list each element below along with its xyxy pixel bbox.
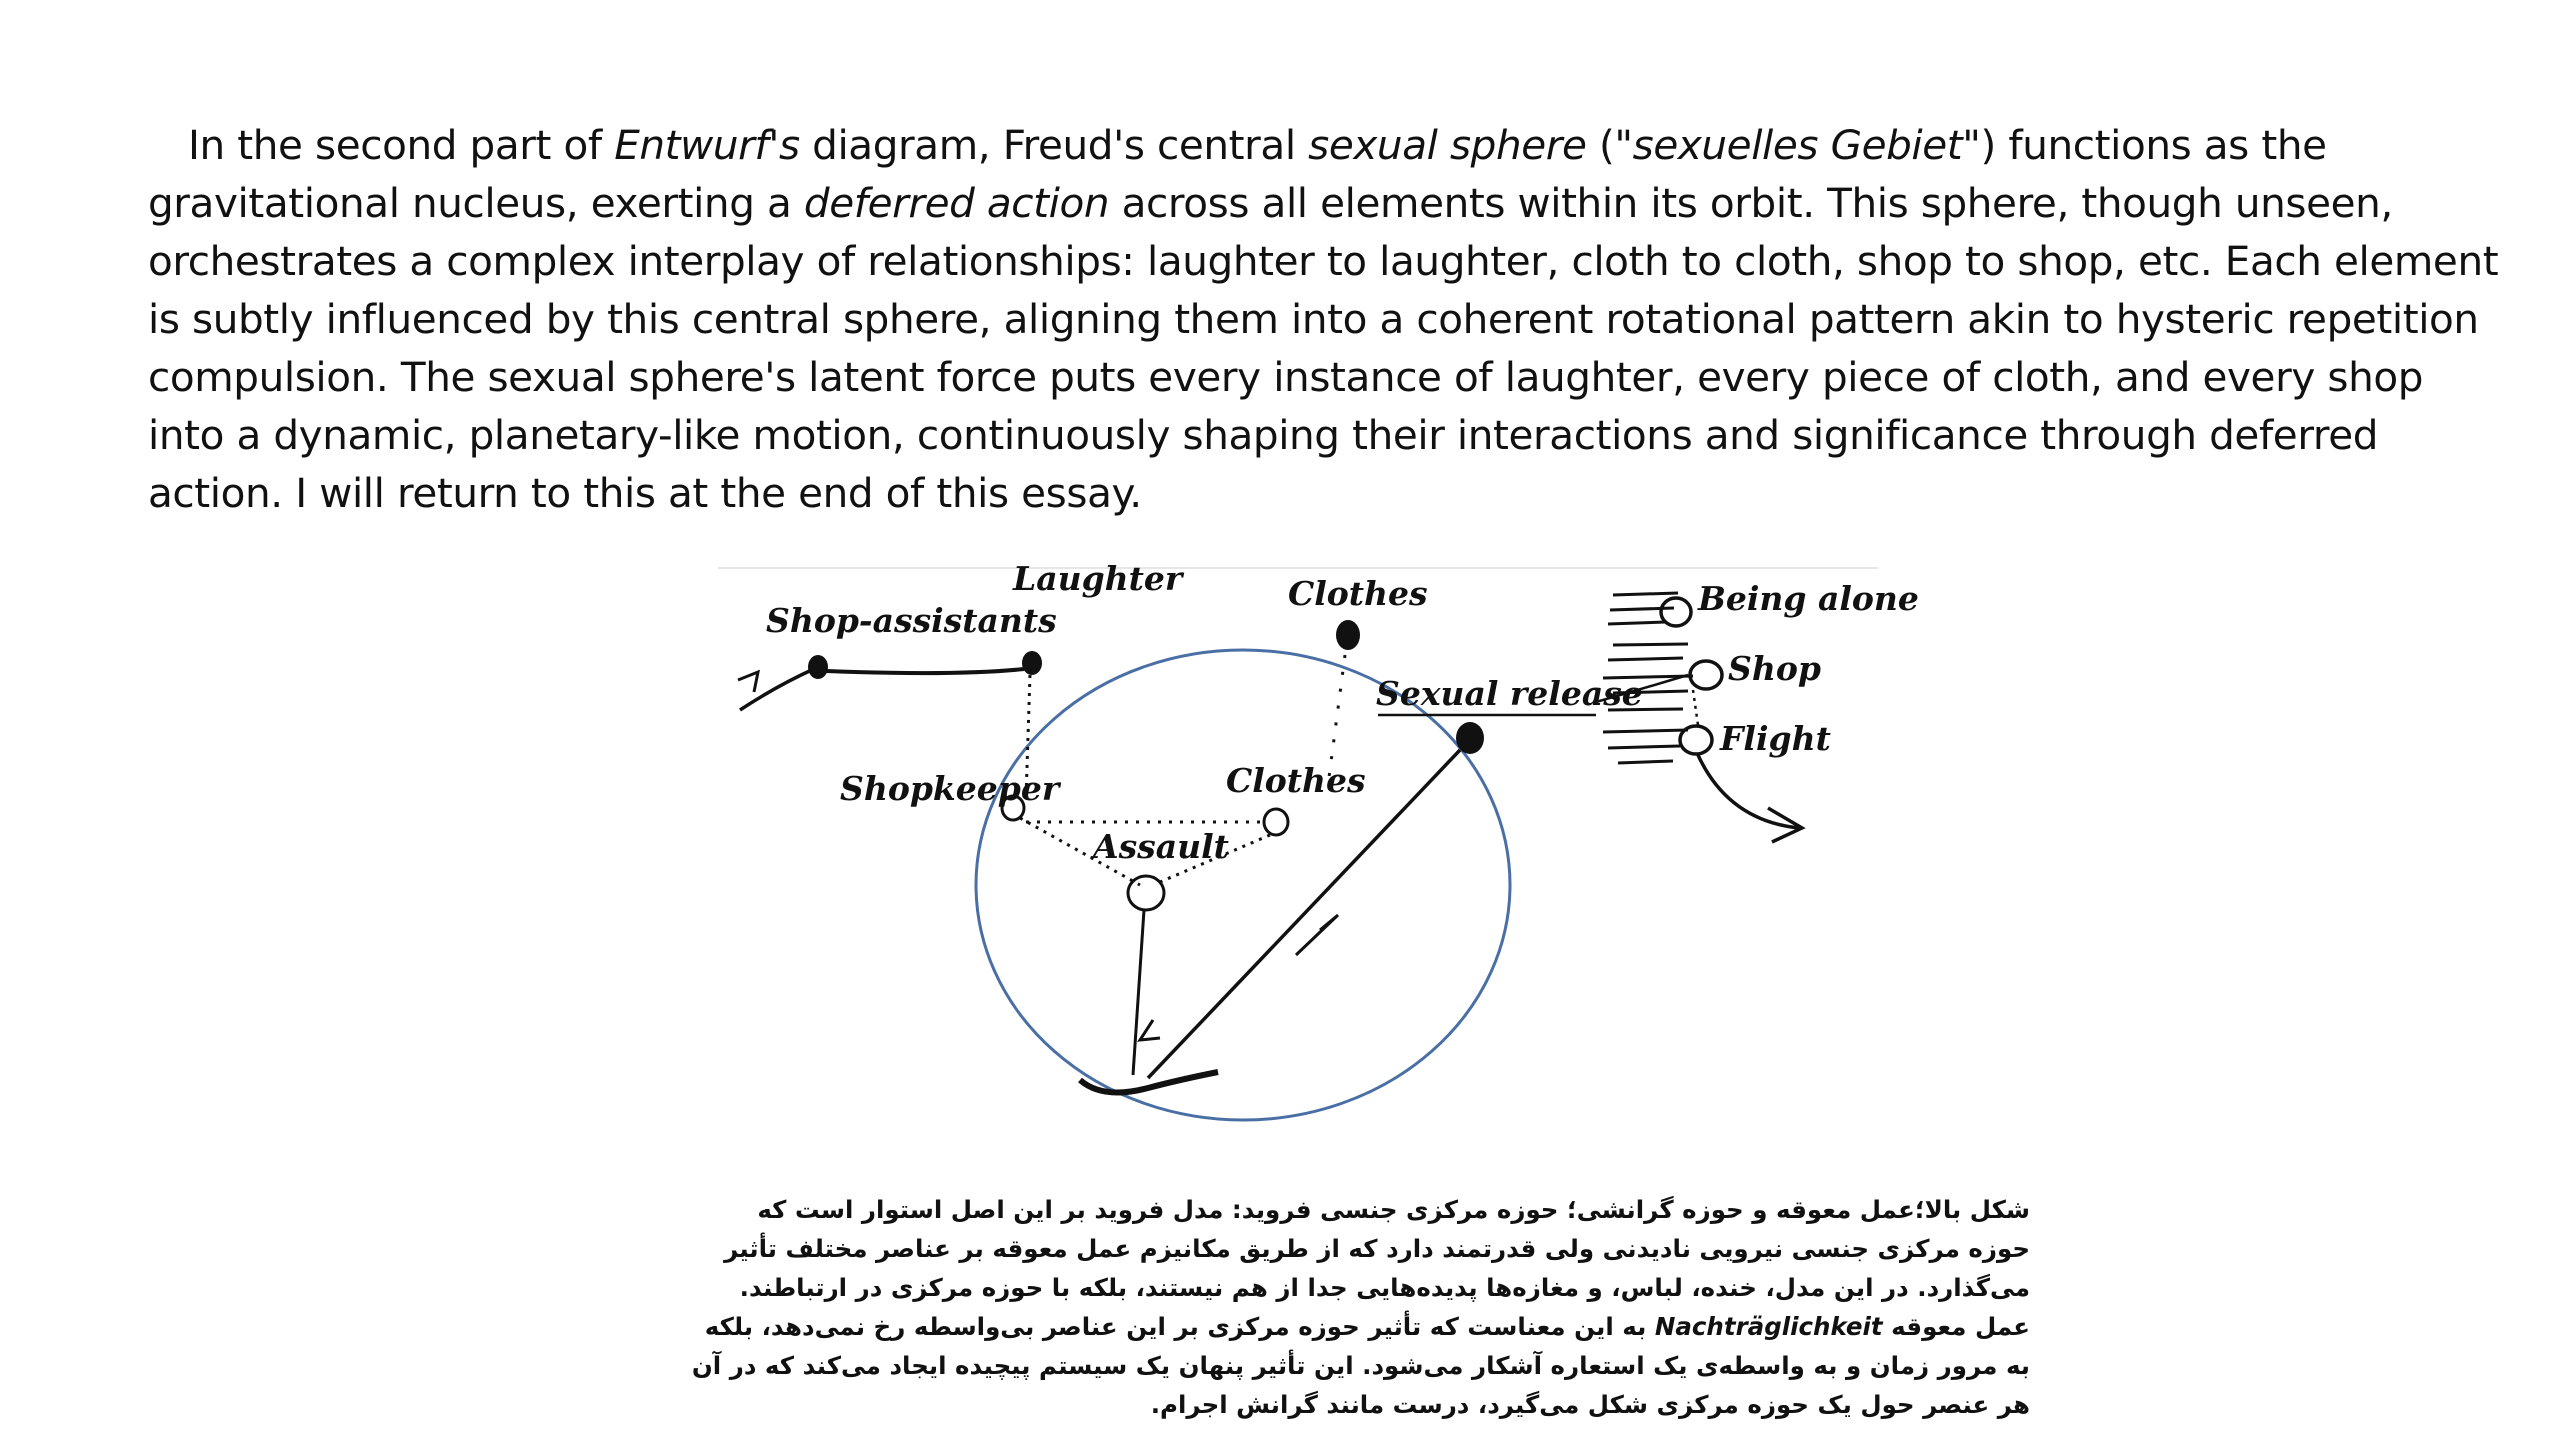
assault-node: [1128, 876, 1164, 910]
clothes-inner-node: [1264, 809, 1288, 835]
incoming-arrow-head: [738, 672, 758, 692]
label-clothes-inner: Clothes: [1226, 761, 1366, 800]
label-clothes-top: Clothes: [1288, 574, 1428, 613]
caption-part-1: شکل بالا؛عمل معوقه و حوزه گرانشی؛ حوزه مرکزی جنسی فروید: مدل فروید بر این اصل استوار است که حوزه مرکزی جنسی نیرویی نادیدنی ولی قدرتمند دارد که از طریق مکانیزم عمل معوقه بر عناصر مختلف تأثیر می‌گذارد. در این مدل، خنده، لباس، و مغازه‌ها پدیده‌هایی جدا از هم نیستند، بلکه با حوزه مرکزی در ارتباطند. عمل معوقه: [724, 1195, 2030, 1341]
label-laughter: Laughter: [1013, 559, 1183, 598]
caption-part-2: به این معناست که تأثیر حوزه مرکزی بر این عناصر بی‌واسطه رخ نمی‌دهد، بلکه به مرور زمان و به واسطه‌ی یک استعاره آشکار می‌شود. این تأثیر پنهان یک سیستم پیچیده ایجاد می‌کند که در آن هر عنصر حول یک حوزه مرکزی شکل می‌گیرد، درست مانند گرانش اجرام.: [691, 1312, 2030, 1419]
clothes-top-node: [1336, 620, 1360, 650]
persian-caption: [690, 1190, 2030, 1424]
entwurf-italic: Entwurf's: [614, 121, 800, 169]
label-sexual-release: Sexual release: [1376, 674, 1643, 713]
body-paragraph: [148, 116, 2508, 522]
up-arrow-mark: [1296, 915, 1338, 955]
being-alone-node: [1661, 598, 1691, 626]
paragraph-text-3: (": [1586, 121, 1633, 169]
flight-node: [1680, 726, 1712, 754]
paragraph-text-4: ") functions as the gravitational nucleus, exerting a: [148, 121, 2327, 227]
caption-nachtraeglichkeit: Nachträglichkeit: [1654, 1312, 1883, 1341]
shop-assistants-to-laughter-line: [826, 669, 1024, 673]
shop-node: [1690, 661, 1722, 689]
shop-assistants-node: [808, 655, 828, 679]
label-shop: Shop: [1728, 649, 1821, 688]
shop-to-flight-dotted: [1693, 690, 1698, 725]
sexual-sphere-italic: sexual sphere: [1308, 121, 1587, 169]
deferred-action-italic: deferred action: [803, 179, 1110, 227]
label-being-alone: Being alone: [1698, 579, 1919, 618]
paragraph-text-5: across all elements within its orbit. This sphere, though unseen, orchestrates a complex interplay of relationships: laughter to laughter, cloth to cloth, shop to shop, etc. Each element is subtly influenced by this central sphere, aligning them into a coherent rotational pattern akin to hysteric repetition compulsion. The sexual sphere's latent force puts every instance of laughter, every piece of cloth, and every shop into a dynamic, planetary-like motion, continuously shaping their interactions and significance through deferred action. I will return to this at the end of this essay.: [148, 179, 2499, 517]
label-assault: Assault: [1093, 827, 1229, 866]
label-shop-assistants: Shop-assistants: [766, 601, 1057, 640]
freud-diagram-figure: [708, 559, 1919, 1145]
sexuelles-gebiet-italic: sexuelles Gebiet: [1632, 121, 1963, 169]
sexual-sphere-circle: [976, 650, 1510, 1120]
sexual-release-node: [1456, 722, 1484, 754]
label-shopkeeper: Shopkeeper: [840, 769, 1060, 808]
down-arrow-head: [1140, 1020, 1160, 1040]
paragraph-text-2: diagram, Freud's central: [799, 121, 1309, 169]
label-flight: Flight: [1720, 719, 1831, 758]
paragraph-text-1: In the second part of: [188, 121, 615, 169]
freud-diagram-svg: [708, 559, 1919, 1145]
laughter-node: [1022, 651, 1042, 675]
assault-down-line: [1133, 910, 1144, 1075]
